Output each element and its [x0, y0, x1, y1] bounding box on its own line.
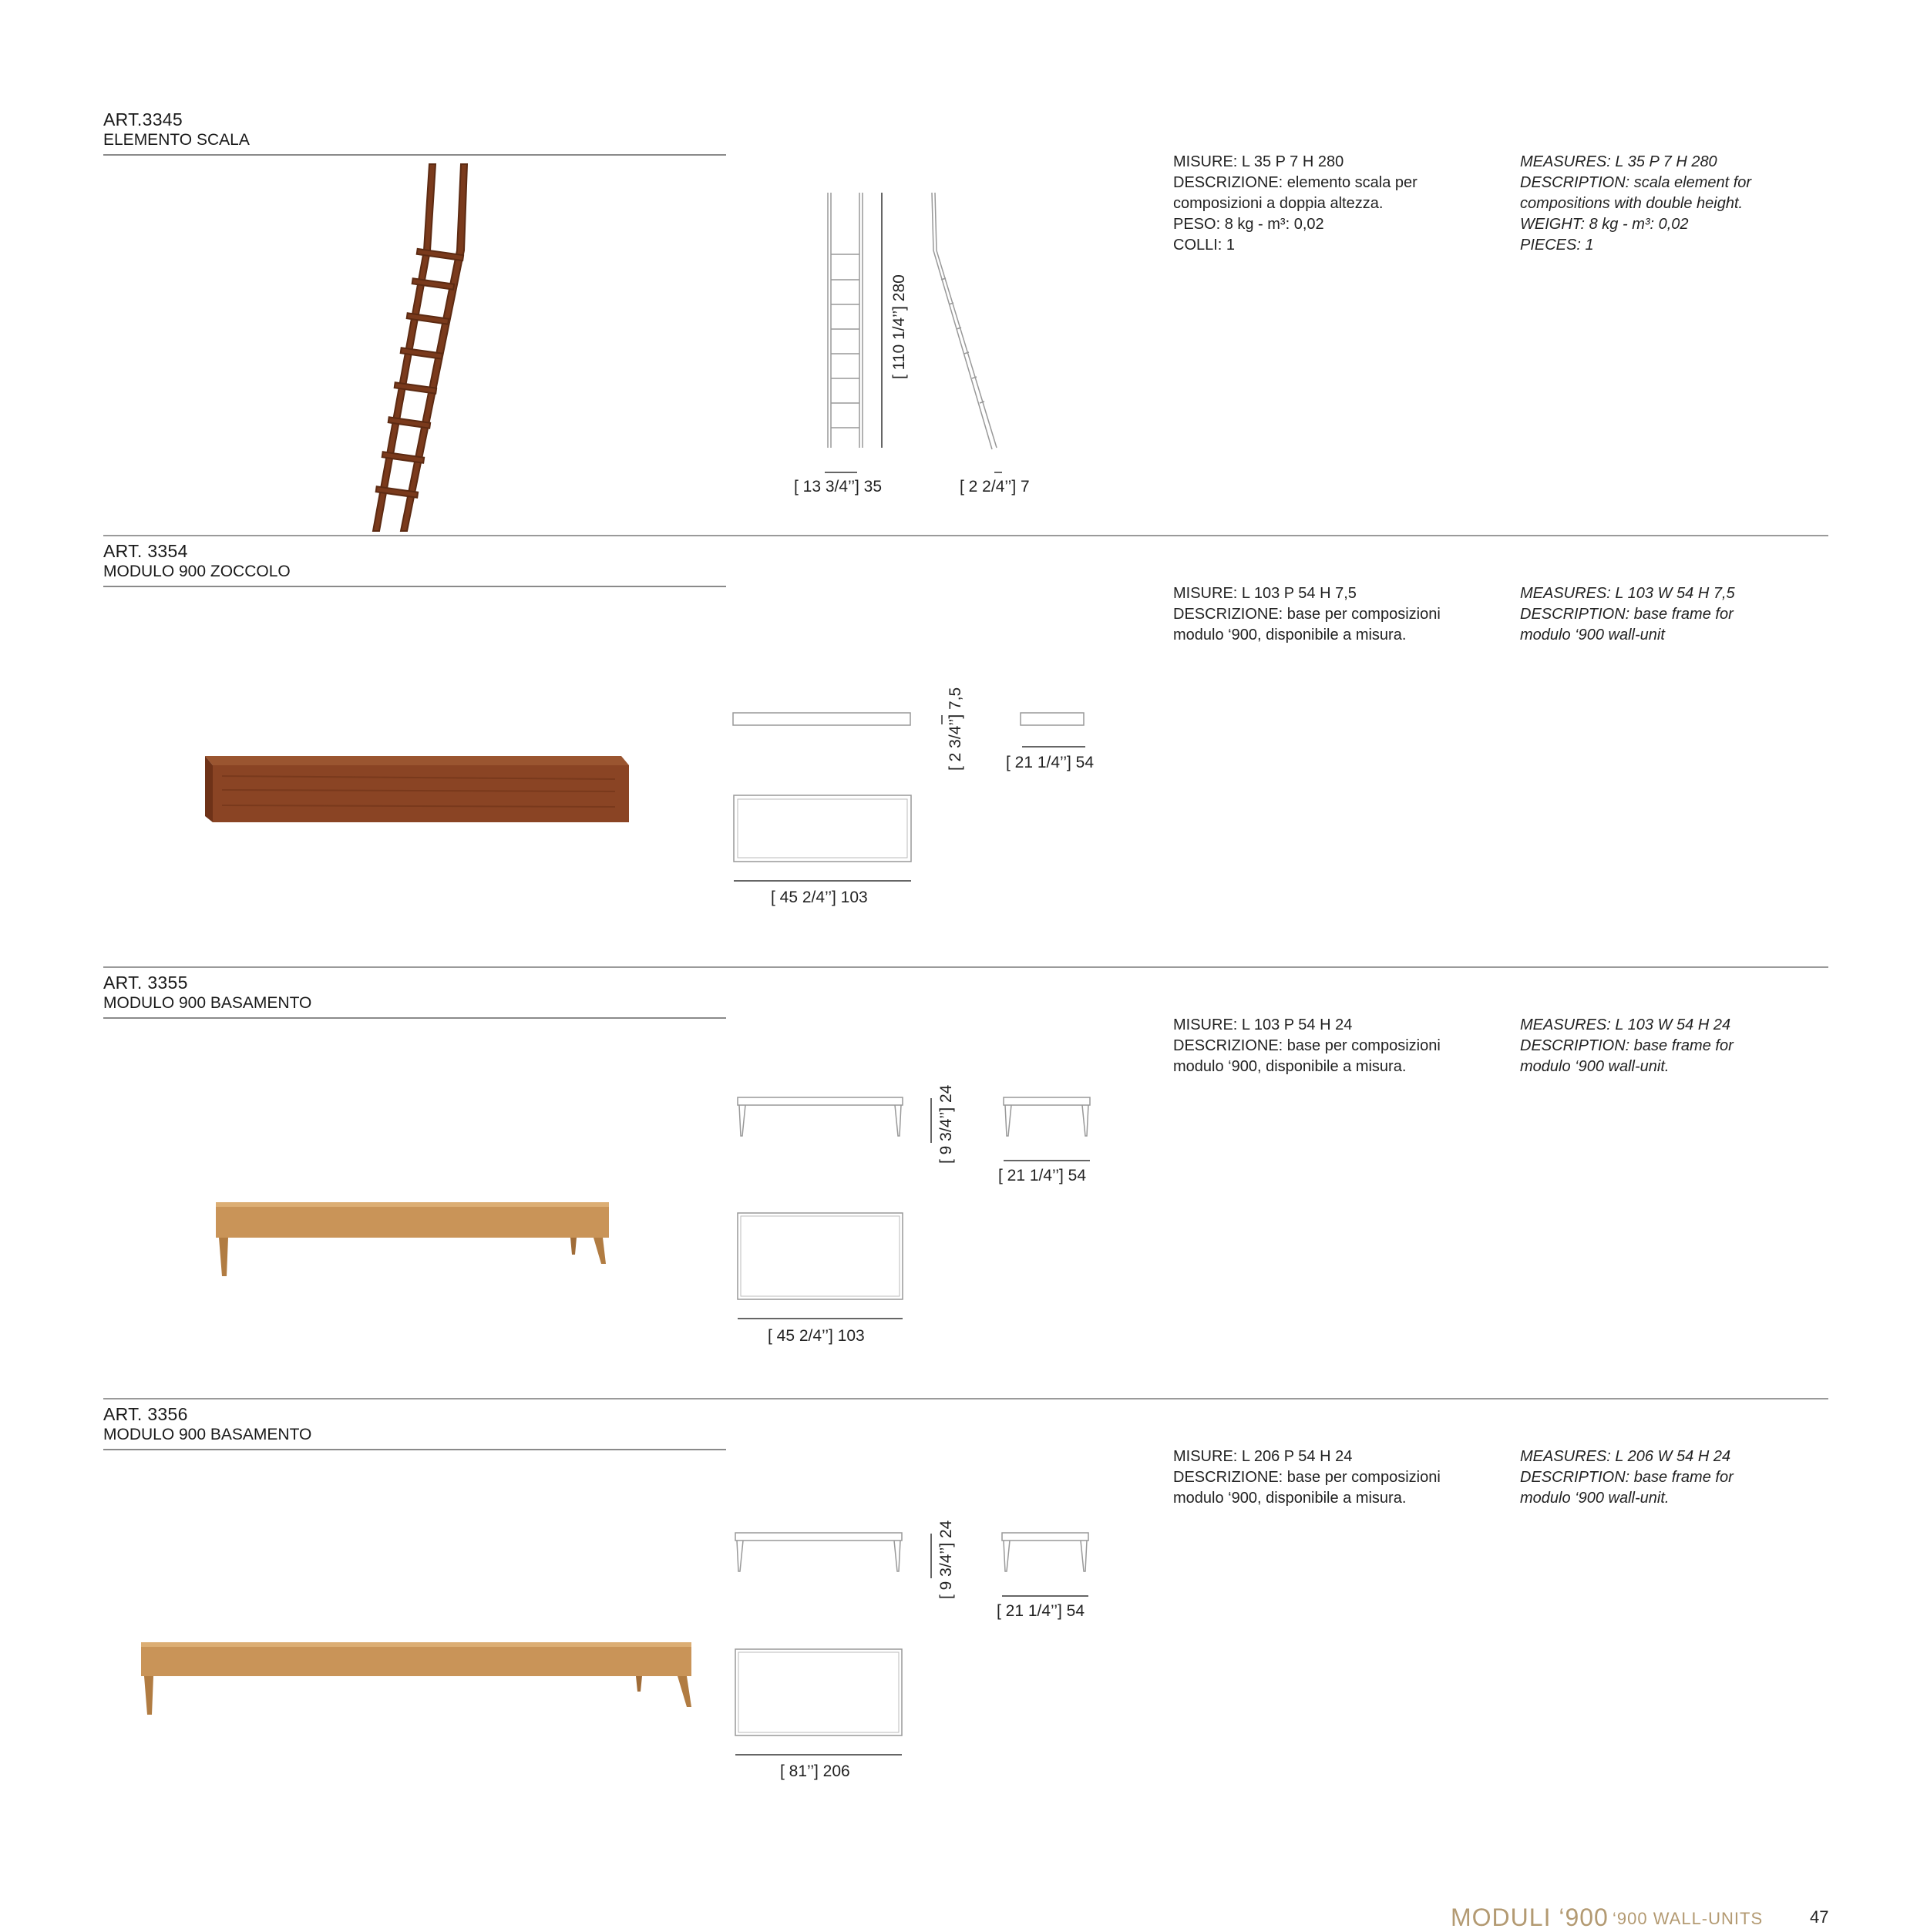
basamento-103-height-dim-line: [930, 1098, 933, 1146]
zoccolo-top-drawing: [732, 794, 917, 867]
item-3-specs-it: [1173, 1015, 1441, 1077]
basamento-103-width-dim: [ 45 2/4’’] 103: [768, 1327, 865, 1345]
item-4-code: ART. 3356: [103, 1404, 188, 1424]
item-2-name: MODULO 900 ZOCCOLO: [103, 563, 291, 580]
item-1-specs-en: [1520, 152, 1751, 256]
spec-line: modulo ‘900, disponibile a misura.: [1173, 1058, 1407, 1075]
spec-line: modulo ‘900, disponibile a misura.: [1173, 627, 1407, 643]
item-3-specs-en: [1520, 1015, 1734, 1077]
zoccolo-side-drawing: [1017, 709, 1087, 728]
basamento-206-width-dim: [ 81’’] 206: [780, 1762, 850, 1780]
zoccolo-width-dim-line: [732, 880, 917, 883]
ladder-front-drawing: [817, 189, 902, 451]
item-3-name: MODULO 900 BASAMENTO: [103, 994, 312, 1012]
spec-line: MISURE: L 103 P 54 H 24: [1173, 1016, 1353, 1033]
item-2-specs-en: [1520, 583, 1735, 646]
spec-line: MEASURES: L 103 W 54 H 7,5: [1520, 585, 1735, 602]
basamento-206-side-drawing: [1000, 1530, 1093, 1576]
zoccolo-depth-dim-line: [1019, 746, 1088, 749]
spec-line: MISURE: L 35 P 7 H 280: [1173, 153, 1344, 170]
basamento-103-width-dim-line: [736, 1318, 910, 1321]
item-2-title-rule: [103, 586, 726, 587]
section-divider: [103, 535, 1828, 536]
spec-line: DESCRIZIONE: base per composizioni: [1173, 1469, 1441, 1486]
footer-subtitle: ‘900 WALL-UNITS: [1613, 1909, 1764, 1928]
basamento-206-front-drawing: [734, 1530, 907, 1576]
item-1-specs-it: [1173, 152, 1418, 256]
footer-title: MODULI ‘900: [1451, 1903, 1609, 1931]
spec-line: DESCRIZIONE: elemento scala per: [1173, 174, 1418, 191]
zoccolo-width-dim: [ 45 2/4’’] 103: [771, 889, 868, 906]
basamento-103-height-dim: [ 9 3/4’’] 24: [937, 1084, 955, 1164]
spec-line: COLLI: 1: [1173, 237, 1236, 254]
spec-line: MEASURES: L 103 W 54 H 24: [1520, 1016, 1731, 1033]
ladder-side-drawing: [921, 189, 1014, 455]
spec-line: PIECES: 1: [1520, 237, 1594, 254]
item-2-code: ART. 3354: [103, 541, 188, 561]
ladder-height-dim: [ 110 1/4’’] 280: [890, 274, 908, 379]
basamento-206-depth-dim-line: [1000, 1595, 1093, 1598]
spec-line: MEASURES: L 35 P 7 H 280: [1520, 153, 1717, 170]
spec-line: modulo ‘900, disponibile a misura.: [1173, 1490, 1407, 1507]
spec-line: modulo ‘900 wall-unit: [1520, 627, 1665, 643]
spec-line: DESCRIPTION: base frame for: [1520, 1469, 1734, 1486]
zoccolo-photo: [199, 736, 631, 836]
item-4-name: MODULO 900 BASAMENTO: [103, 1426, 312, 1443]
basamento-103-depth-dim-line: [1002, 1160, 1095, 1163]
zoccolo-height-dim: [ 2 3/4’’] 7,5: [947, 687, 964, 771]
section-divider: [103, 1398, 1828, 1399]
spec-line: PESO: 8 kg - m³: 0,02: [1173, 216, 1324, 233]
item-4-title-rule: [103, 1449, 726, 1450]
item-3-code: ART. 3355: [103, 973, 188, 993]
item-1-code: ART.3345: [103, 109, 183, 129]
spec-line: modulo ‘900 wall-unit.: [1520, 1490, 1670, 1507]
zoccolo-height-dim-line: [940, 715, 943, 727]
spec-line: composizioni a doppia altezza.: [1173, 195, 1384, 212]
basamento-103-top-drawing: [736, 1211, 910, 1304]
basamento-206-top-drawing: [734, 1648, 907, 1740]
ladder-depth-dim: [ 2 2/4’’] 7: [960, 478, 1030, 496]
spec-line: DESCRIZIONE: base per composizioni: [1173, 1037, 1441, 1054]
basamento-103-depth-dim: [ 21 1/4’’] 54: [998, 1167, 1087, 1184]
item-1-name: ELEMENTO SCALA: [103, 131, 250, 149]
basamento-206-height-dim-line: [930, 1534, 933, 1581]
spec-line: DESCRIPTION: base frame for: [1520, 606, 1734, 623]
ladder-width-dim-line: [825, 472, 863, 475]
spec-line: DESCRIPTION: base frame for: [1520, 1037, 1734, 1054]
basamento-103-front-drawing: [736, 1094, 906, 1141]
item-4-specs-it: [1173, 1446, 1441, 1509]
item-4-specs-en: [1520, 1446, 1734, 1509]
spec-line: MISURE: L 103 P 54 H 7,5: [1173, 585, 1357, 602]
spec-line: compositions with double height.: [1520, 195, 1744, 212]
basamento-206-depth-dim: [ 21 1/4’’] 54: [997, 1602, 1085, 1620]
item-1-title-rule: [103, 154, 726, 156]
page-number: 47: [1810, 1907, 1829, 1927]
ladder-photo: [339, 158, 516, 536]
basamento-103-photo: [208, 1194, 617, 1279]
zoccolo-front-drawing: [732, 709, 913, 728]
spec-line: MEASURES: L 206 W 54 H 24: [1520, 1448, 1731, 1465]
item-3-title-rule: [103, 1017, 726, 1019]
spec-line: DESCRIPTION: scala element for: [1520, 174, 1752, 191]
basamento-206-photo: [135, 1630, 701, 1719]
ladder-depth-dim-line: [994, 472, 1010, 475]
spec-line: MISURE: L 206 P 54 H 24: [1173, 1448, 1353, 1465]
basamento-206-height-dim: [ 9 3/4’’] 24: [937, 1520, 955, 1599]
item-2-specs-it: [1173, 583, 1441, 646]
spec-line: DESCRIZIONE: base per composizioni: [1173, 606, 1441, 623]
ladder-width-dim: [ 13 3/4’’] 35: [794, 478, 883, 496]
spec-line: modulo ‘900 wall-unit.: [1520, 1058, 1670, 1075]
section-divider: [103, 966, 1828, 968]
spec-line: WEIGHT: 8 kg - m³: 0,02: [1520, 216, 1689, 233]
basamento-206-width-dim-line: [734, 1754, 907, 1757]
zoccolo-depth-dim: [ 21 1/4’’] 54: [1006, 754, 1095, 771]
basamento-103-side-drawing: [1002, 1094, 1095, 1141]
